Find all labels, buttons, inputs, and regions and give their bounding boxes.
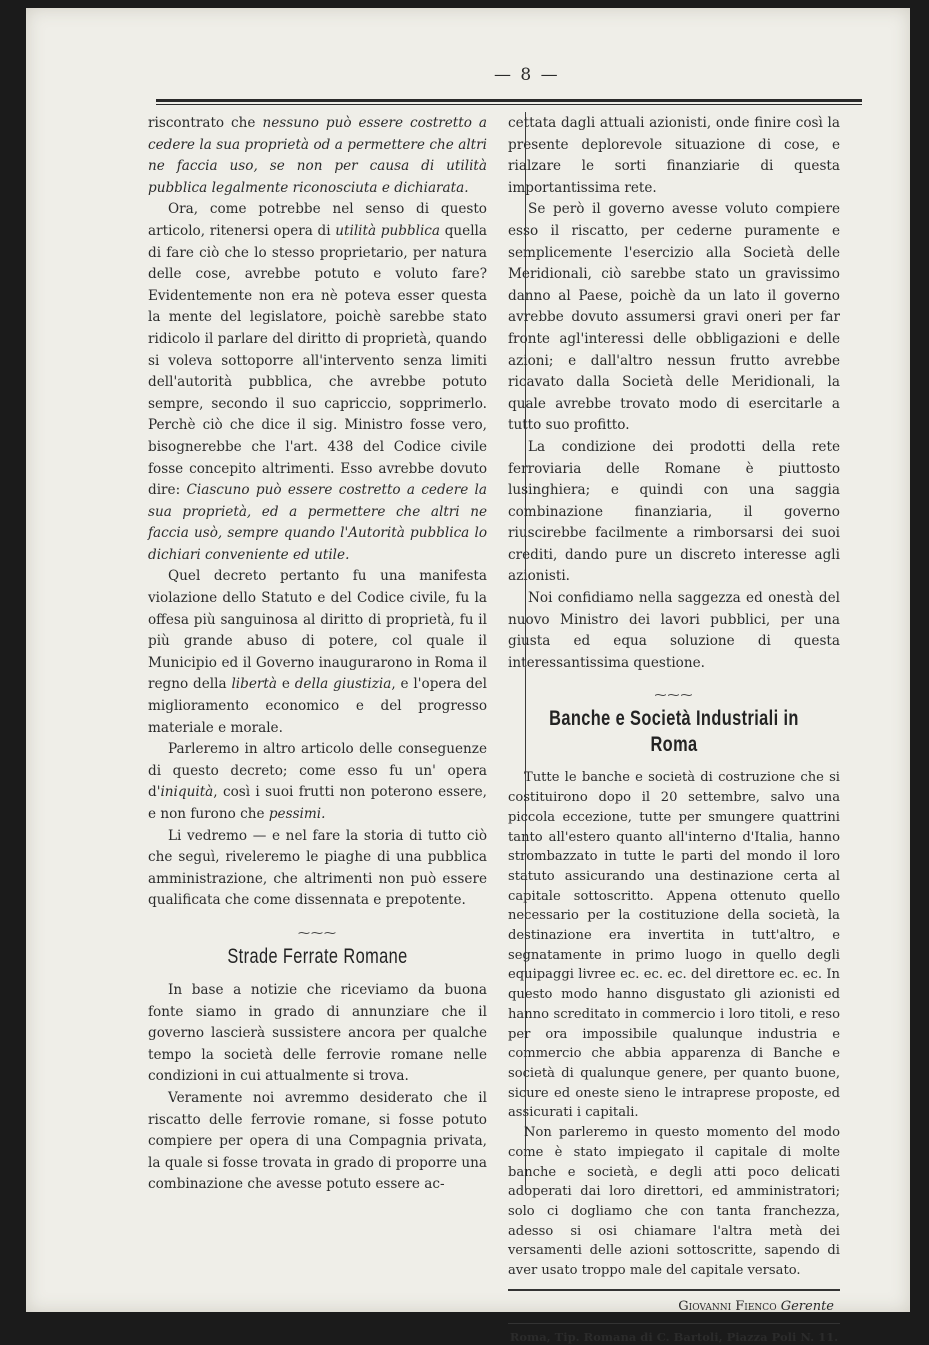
signature [508, 1297, 840, 1317]
printer-imprint: Roma, Tip. Romana di C. Bartoli, Piazza Poli N. 11. [509, 1329, 839, 1344]
paragraph: La condizione dei prodotti della rete ferroviaria delle Romane è piuttosto lusinghiera; e quindi con una saggia combinazione finanziaria, il governo riuscirebbe facilmente a rimborsarsi dei suoi crediti, dando pure un discreto interesse agli azionisti. [508, 438, 840, 585]
paragraph: Ora, come potrebbe nel senso di questo articolo, ritenersi opera di utilità pubblica quella di fare ciò che lo stesso proprietario, per natura delle cose, avrebbe potuto e voluto fare? Evidentemente non era nè poteva esser questa la mente del legislatore, poichè sarebbe stato ridicolo il parlare del diritto di proprietà, quando si voleva sottoporre all'intervento senza limiti dell'autorità pubblica, che avrebbe potuto sempre, secondo il suo capriccio, sopprimerlo. Perchè ciò che dice il sig. Ministro fosse vero, bisognerebbe che l'art. 438 del Codice civile fosse concepito altrimenti. Esso avrebbe dovuto dire: Ciascuno può essere costretto a cedere la sua proprietà, ed a permettere che altri ne faccia usò, sempre quando l'Autorità pubblica lo dichiari conveniente ed utile. [148, 201, 487, 563]
signature-role: Gerente [780, 1298, 834, 1314]
header-rule-thin [156, 104, 862, 105]
section-separator: ⁓⁓⁓ [654, 688, 694, 703]
article-body [508, 768, 840, 1280]
section-title: Strade Ferrate Romane [227, 944, 408, 968]
paragraph: Quel decreto pertanto fu una manifesta violazione dello Statuto e del Codice civile, fu la offesa più sanguinosa al diritto di proprietà, fu il più grande abuso di potere, col quale il Municipio ed il Governo inaugurarono in Roma il regno della libertà e della giustizia, e l'opera del miglioramento economico e del progresso materiale e morale. [148, 568, 487, 736]
section-separator: ⁓⁓⁓ [298, 925, 337, 940]
paragraph: Non parleremo in questo momento del modo come è stato impiegato il capitale di molte banche e società, e degli atti poco delicati adoperati dai loro direttori, ed amministratori; solo ci dogliamo che con tanta franchezza, adesso si osi chiamare l'altra metà dei versamenti delle azioni sottoscritte, sapendo di aver usato troppo male del capitale versato. [508, 1125, 840, 1279]
section-title: Banche e Società Industriali in Roma [549, 707, 799, 757]
paragraph: riscontrato che nessuno può essere costretto a cedere la sua proprietà od a permettere che altri ne faccia uso, se non per causa di utilità pubblica legalmente riconosciuta e dichiarata. [148, 115, 487, 196]
paragraph: Tutte le banche e società di costruzione che si costituirono dopo il 20 settembre, salvo una piccola eccezione, tutte per smungere quattrini tanto all'estero quanto all'interno d'Italia, hanno strombazzato in tutte le parti del mondo il loro statuto assicurando una destinazione certa al capitale sottoscritto. Appena ottenuto quello necessario per la costituzione della società, la destinazione era invertita in tutt'altro, e segnatamente in primo luogo in quello degli equipaggi livree ec. ec. ec. del direttore ec. ec. In questo modo hanno disgustato gli azionisti ed hanno screditato in commercio i loro titoli, e reso per ora impossibile qualunque industria e commercio che abbia apparenza di Banche e società di qualunque genere, per quanto buone, sicure ed oneste sieno le intraprese proposte, ed assicurati i capitali. [508, 770, 840, 1121]
paragraph: cettata dagli attuali azionisti, onde finire così la presente deplorevole situazione di cose, e rialzare le sorti finanziarie di questa importantissima rete. [508, 115, 840, 196]
header-rule [156, 99, 862, 102]
signature-rule [508, 1289, 840, 1291]
paragraph: Se però il governo avesse voluto compiere esso il riscatto, per cederne puramente e semplicemente l'esercizio alla Società delle Meridionali, ciò sarebbe stato un gravissimo danno al Paese, poichè da un lato il governo avrebbe dovuto assumersi gravi oneri per far fronte agl'interessi delle obbligazioni e delle azioni; e dall'altro nessun frutto avrebbe ricavato dalla Società delle Meridionali, la quale avrebbe trovato modo di esercitarle a tutto suo profitto. [508, 201, 840, 434]
signature-name: Giovanni Fienco [678, 1298, 777, 1314]
right-column [508, 113, 840, 1345]
paragraph: Parleremo in altro articolo delle conseguenze di questo decreto; come esso fu un' opera d'iniquità, così i suoi frutti non poterono essere, e non furono che pessimi. [148, 741, 487, 822]
page-number: — 8 — [494, 65, 560, 85]
paragraph: Noi confidiamo nella saggezza ed onestà del nuovo Ministro dei lavori pubblici, per una giusta ed equa soluzione di questa interessantissima questione. [508, 590, 840, 671]
paragraph: Li vedremo — e nel fare la storia di tutto ciò che seguì, riveleremo le piaghe di una pubblica amministrazione, che altrimenti non può essere qualificata che come dissennata e prepotente. [148, 827, 487, 909]
paragraph: In base a notizie che riceviamo da buona fonte siamo in grado di annunziare che il governo lascierà sussistere ancora per qualche tempo la società delle ferrovie romane nelle condizioni in cui attualmente si trova. [148, 981, 487, 1085]
paragraph: Veramente noi avremmo desiderato che il riscatto delle ferrovie romane, si fosse potuto compiere per opera di una Compagnia privata, la quale si fosse trovata in grado di proporre una combinazione che avesse potuto essere ac- [148, 1089, 487, 1193]
left-column [148, 113, 487, 1196]
